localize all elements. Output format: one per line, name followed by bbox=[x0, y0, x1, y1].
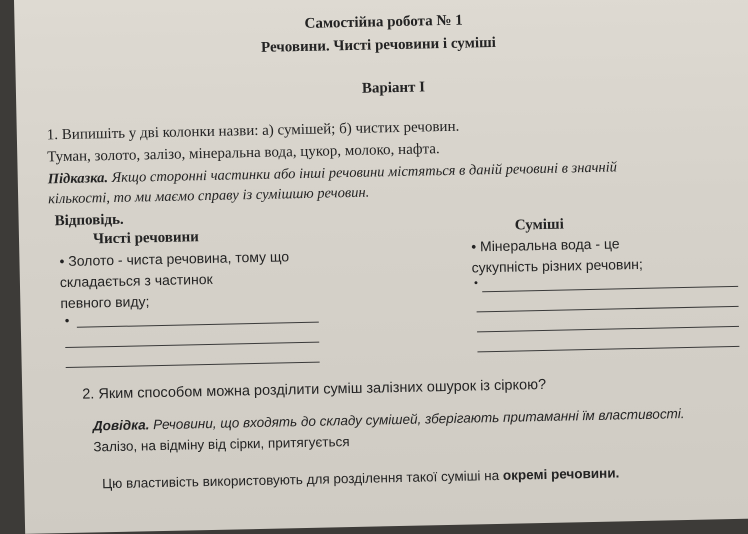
pure-answer-line1: • Золото - чиста речовина, тому що bbox=[59, 248, 290, 270]
mixture-answer-line2: сукупність різних речовин; bbox=[471, 255, 643, 276]
reference-label: Довідка. bbox=[92, 417, 150, 434]
worksheet-subtitle: Речовини. Чисті речовини і суміші bbox=[260, 34, 497, 56]
pure-answer-blank-line-3 bbox=[66, 362, 320, 368]
worksheet-page bbox=[14, 0, 748, 534]
pure-answer-line2: складається з частинок bbox=[59, 270, 213, 291]
mixture-answer-line1: • Мінеральна вода - це bbox=[471, 235, 620, 255]
pure-answer-blank-line-1 bbox=[77, 322, 319, 328]
mixture-empty-bullet: • bbox=[473, 277, 479, 290]
conclusion-text: Цю властивість використовують для розділення такої суміші на bbox=[101, 467, 504, 492]
task2-reference bbox=[93, 406, 685, 433]
pure-answer-line3: певного виду; bbox=[60, 293, 150, 312]
worksheet-title: Самостійна робота № 1 bbox=[304, 12, 463, 32]
mixtures-header: Суміші bbox=[514, 216, 564, 234]
task1-question: 1. Випишіть у дві колонки назви: а) сумішей; б) чистих речовин. bbox=[46, 118, 460, 144]
hint-label: Підказка. bbox=[47, 170, 109, 188]
task1-substance-list: Туман, золото, залізо, мінеральна вода, цукор, молоко, нафта. bbox=[47, 141, 440, 166]
task2-conclusion bbox=[102, 465, 619, 491]
reference-text: Речовини, що входять до складу сумішей, зберігають притаманні їм властивості. bbox=[149, 406, 685, 433]
hint-text-line1: Якщо сторонні частинки або інші речовини містяться в даній речовині в значній bbox=[107, 159, 618, 187]
hint-text-line2: кількості, то ми маємо справу із сумішшю речовин. bbox=[48, 184, 370, 208]
mixture-answer-blank-line-4 bbox=[477, 346, 739, 352]
mixture-answer-blank-line-3 bbox=[477, 326, 739, 332]
pure-empty-bullet: • bbox=[64, 312, 70, 329]
pure-substances-header: Чисті речовини bbox=[92, 229, 200, 248]
answer-label: Відповідь. bbox=[54, 211, 124, 230]
conclusion-emphasis: окремі речовини. bbox=[502, 465, 620, 483]
variant-label: Варіант І bbox=[361, 79, 426, 97]
mixture-answer-blank-line-1 bbox=[482, 286, 738, 292]
task2-question: 2. Яким способом можна розділити суміш залізних ошурок із сіркою? bbox=[82, 376, 547, 403]
mixture-answer-blank-line-2 bbox=[477, 306, 739, 312]
reference-line2: Залізо, на відміну від сірки, притягується bbox=[93, 434, 350, 455]
pure-answer-blank-line-2 bbox=[65, 342, 319, 348]
